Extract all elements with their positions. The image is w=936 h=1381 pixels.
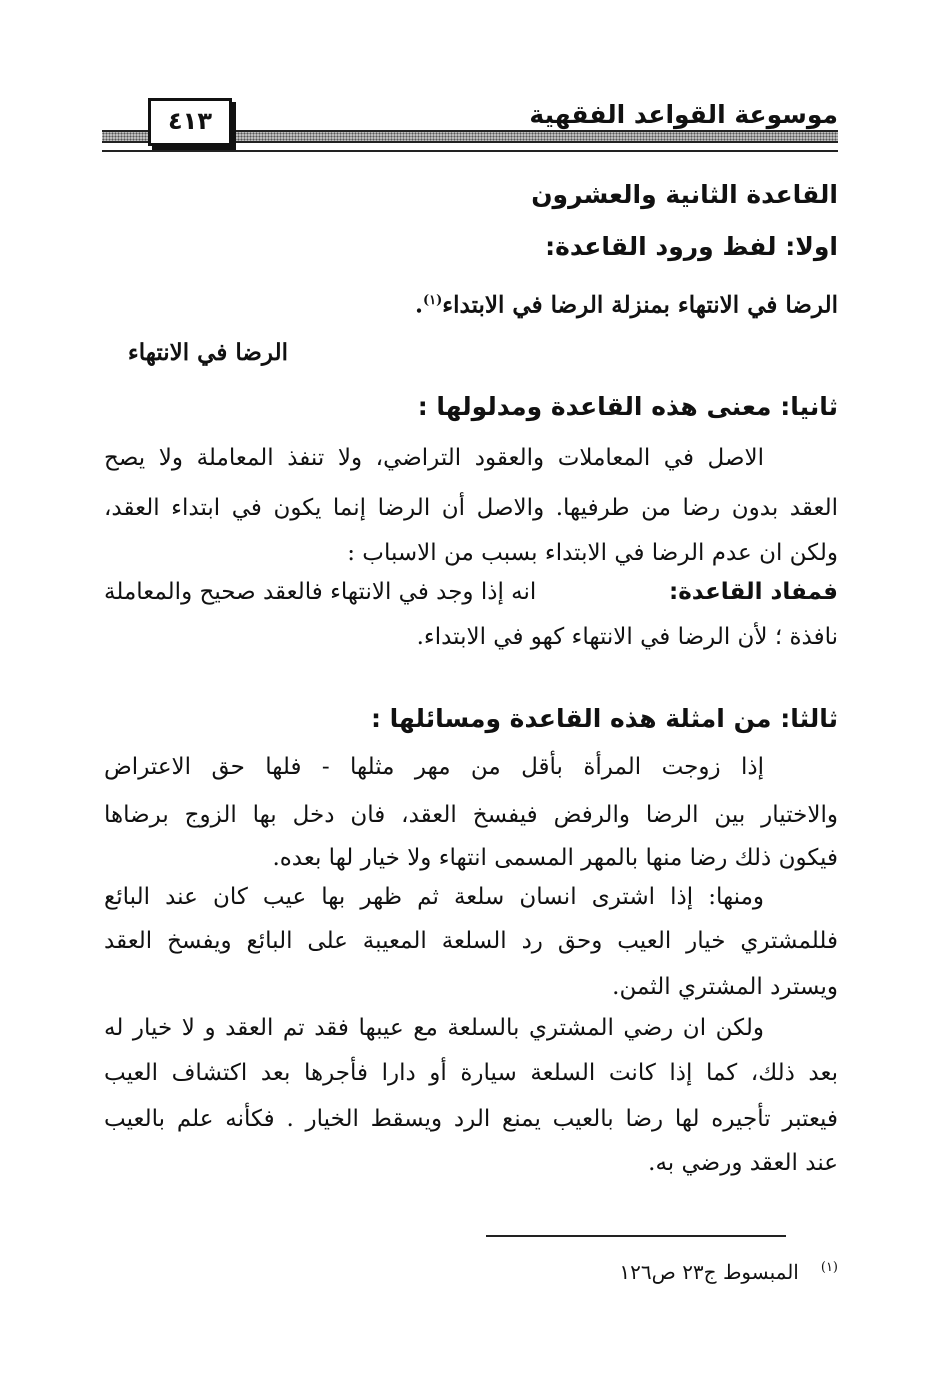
- rule-statement-text: الرضا في الانتهاء بمنزلة الرضا في الابتداء: [442, 291, 838, 319]
- header-rule: [102, 150, 838, 152]
- footnote: [619, 1260, 838, 1284]
- example-line-1: إذا زوجت المرأة بأقل من مهر مثلها - فلها حق الاعتراض: [104, 754, 764, 780]
- page-number: ٤١٣: [168, 107, 212, 135]
- meaning-line-1: الاصل في المعاملات والعقود التراضي، ولا تنفذ المعاملة ولا يصح: [104, 445, 764, 471]
- meaning-line-2: العقد بدون رضا من طرفيها. والاصل أن الرضا إنما يكون في ابتداء العقد،: [104, 495, 838, 521]
- footnote-reference: (١): [423, 293, 443, 308]
- rule-title: القاعدة الثانية والعشرون: [531, 180, 838, 209]
- example-line-5: فللمشتري خيار العيب وحق رد السلعة المعيبة على البائع ويفسخ العقد: [104, 928, 838, 954]
- section3-heading: ثالثا: من امثلة هذه القاعدة ومسائلها :: [370, 704, 838, 733]
- section2-heading: ثانيا: معنى هذه القاعدة ومدلولها :: [417, 392, 838, 421]
- example-line-9: فيعتبر تأجيره لها رضا بالعيب يمنع الرد ويسقط الخيار . فكأنه علم بالعيب: [104, 1106, 838, 1132]
- section1-heading: اولا: لفظ ورود القاعدة:: [545, 232, 838, 261]
- footnote-text: المبسوط ج٢٣ ص١٢٦: [619, 1260, 799, 1284]
- example-line-7: ولكن ان رضي المشتري بالسلعة مع عيبها فقد تم العقد و لا خيار له: [104, 1015, 764, 1041]
- book-title: موسوعة القواعد الفقهية: [529, 100, 838, 129]
- example-line-3: فيكون ذلك رضا منها بالمهر المسمى انتهاء ولا خيار لها بعده.: [272, 845, 838, 871]
- example-line-4: ومنها: إذا اشترى انسان سلعة ثم ظهر بها عيب كان عند البائع: [104, 884, 764, 910]
- benefit-label: فمفاد القاعدة:: [669, 579, 838, 605]
- example-line-6: ويسترد المشتري الثمن.: [612, 974, 838, 1000]
- meaning-line-3: ولكن ان عدم الرضا في الابتداء بسبب من الاسباب :: [347, 540, 838, 566]
- footnote-rule: [486, 1235, 786, 1237]
- example-line-10: عند العقد ورضي به.: [648, 1150, 838, 1176]
- rule-statement: [415, 286, 838, 321]
- rule-short-form: الرضا في الانتهاء: [127, 339, 288, 366]
- example-line-8: بعد ذلك، كما إذا كانت السلعة سيارة أو دارا فأجرها بعد اكتشاف العيب: [104, 1060, 838, 1086]
- benefit-line-2: نافذة ؛ لأن الرضا في الانتهاء كهو في الابتداء.: [416, 624, 838, 650]
- benefit-text: انه إذا وجد في الانتهاء فالعقد صحيح والمعاملة: [104, 579, 537, 605]
- footnote-marker: (١): [820, 1260, 838, 1276]
- rule-statement-end: .: [414, 291, 423, 319]
- page-number-box: [148, 98, 232, 146]
- example-line-2: والاختيار بين الرضا والرفض فيفسخ العقد، فان دخل بها الزوج برضاها: [104, 802, 838, 828]
- benefit-line: [104, 577, 838, 607]
